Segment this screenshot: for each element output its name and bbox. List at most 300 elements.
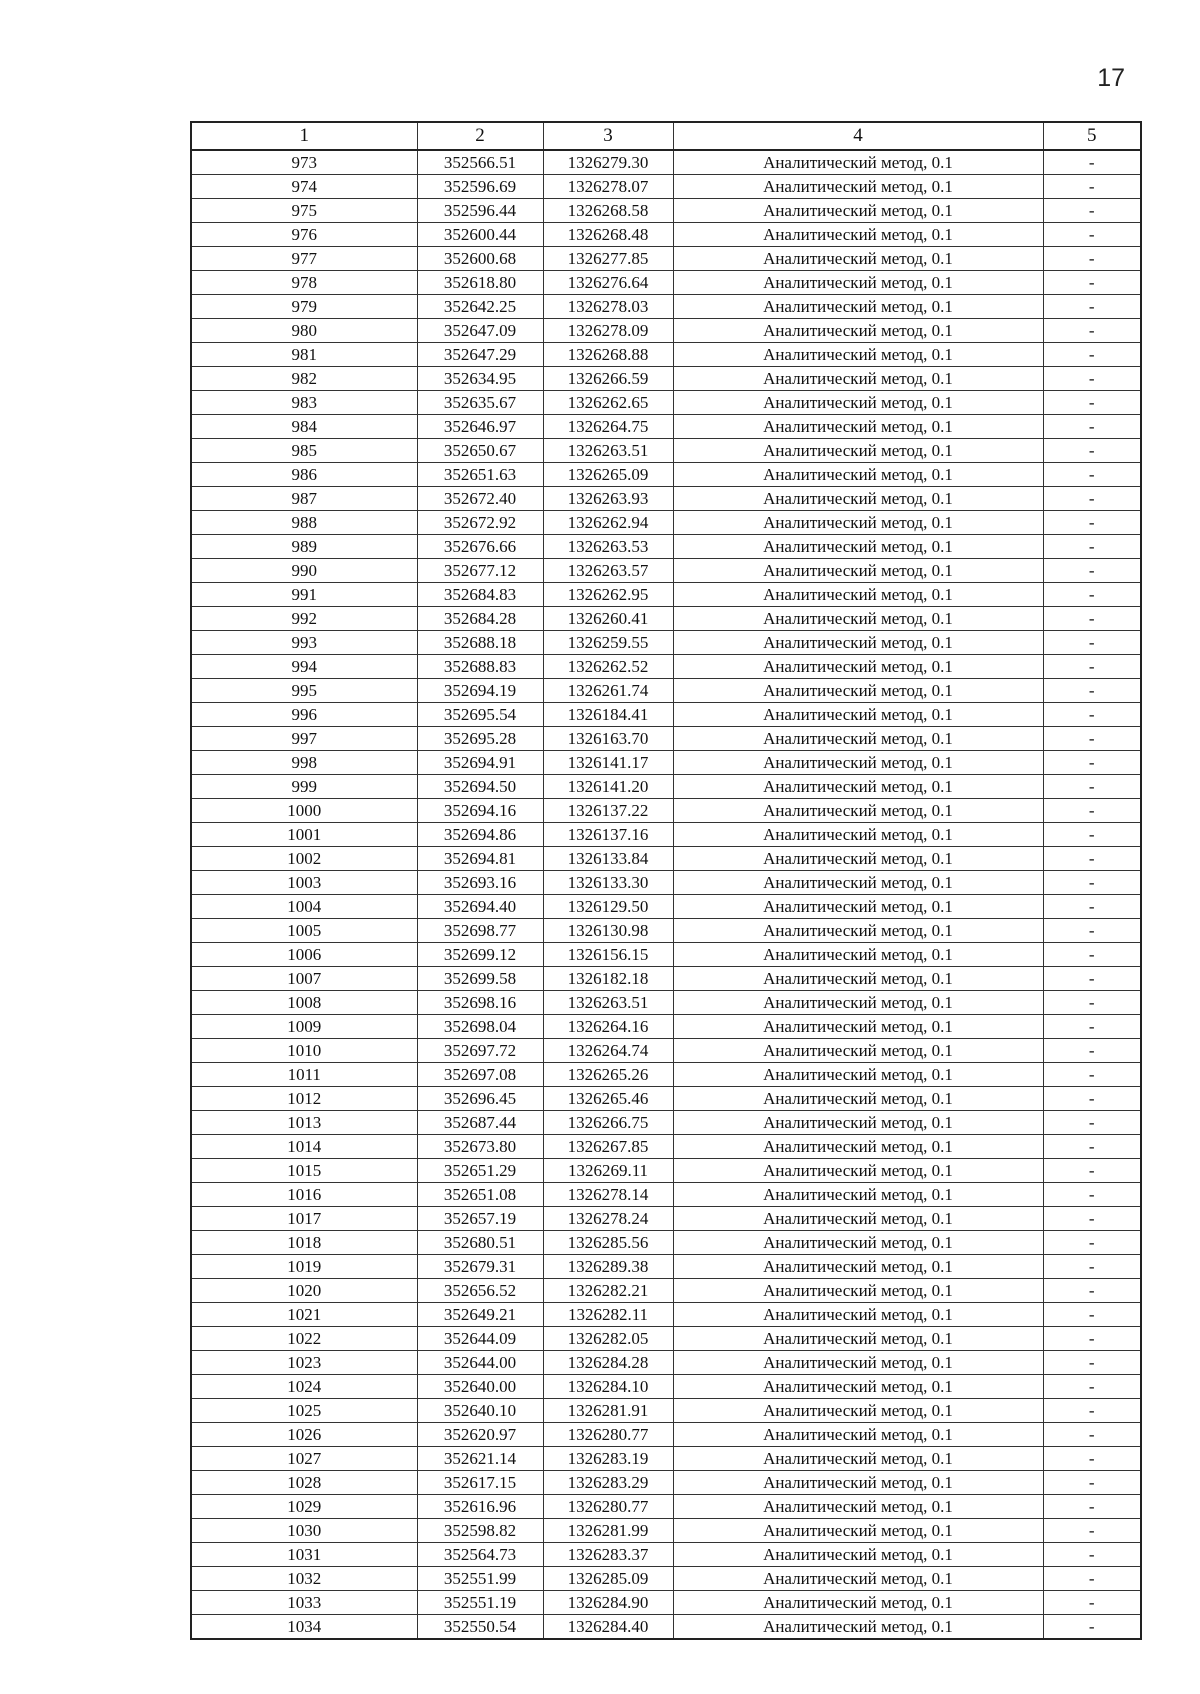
note-cell: - — [1043, 1279, 1141, 1303]
table-row — [191, 727, 1141, 751]
method-cell: Аналитический метод, 0.1 — [673, 295, 1043, 319]
table-row — [191, 1135, 1141, 1159]
x-coordinate-cell: 352640.10 — [417, 1399, 543, 1423]
method-cell: Аналитический метод, 0.1 — [673, 1087, 1043, 1111]
table-row — [191, 1375, 1141, 1399]
method-cell: Аналитический метод, 0.1 — [673, 150, 1043, 175]
note-cell: - — [1043, 1423, 1141, 1447]
note-cell: - — [1043, 1183, 1141, 1207]
point-number-cell: 1002 — [191, 847, 417, 871]
x-coordinate-cell: 352672.40 — [417, 487, 543, 511]
method-cell: Аналитический метод, 0.1 — [673, 943, 1043, 967]
note-cell: - — [1043, 967, 1141, 991]
point-number-cell: 1015 — [191, 1159, 417, 1183]
x-coordinate-cell: 352688.83 — [417, 655, 543, 679]
note-cell: - — [1043, 559, 1141, 583]
note-cell: - — [1043, 727, 1141, 751]
method-cell: Аналитический метод, 0.1 — [673, 1519, 1043, 1543]
x-coordinate-cell: 352649.21 — [417, 1303, 543, 1327]
method-cell: Аналитический метод, 0.1 — [673, 1447, 1043, 1471]
method-cell: Аналитический метод, 0.1 — [673, 895, 1043, 919]
method-cell: Аналитический метод, 0.1 — [673, 1231, 1043, 1255]
method-cell: Аналитический метод, 0.1 — [673, 463, 1043, 487]
note-cell: - — [1043, 991, 1141, 1015]
table-row — [191, 1207, 1141, 1231]
table-row — [191, 487, 1141, 511]
note-cell: - — [1043, 1567, 1141, 1591]
table-row — [191, 991, 1141, 1015]
method-cell: Аналитический метод, 0.1 — [673, 1111, 1043, 1135]
y-coordinate-cell: 1326266.75 — [543, 1111, 673, 1135]
y-coordinate-cell: 1326141.20 — [543, 775, 673, 799]
x-coordinate-cell: 352680.51 — [417, 1231, 543, 1255]
method-cell: Аналитический метод, 0.1 — [673, 199, 1043, 223]
point-number-cell: 973 — [191, 150, 417, 175]
table-row — [191, 583, 1141, 607]
note-cell: - — [1043, 247, 1141, 271]
note-cell: - — [1043, 895, 1141, 919]
note-cell: - — [1043, 199, 1141, 223]
table-row — [191, 1447, 1141, 1471]
y-coordinate-cell: 1326281.91 — [543, 1399, 673, 1423]
y-coordinate-cell: 1326137.16 — [543, 823, 673, 847]
note-cell: - — [1043, 1471, 1141, 1495]
header-cell-2: 2 — [417, 122, 543, 150]
y-coordinate-cell: 1326133.30 — [543, 871, 673, 895]
y-coordinate-cell: 1326141.17 — [543, 751, 673, 775]
method-cell: Аналитический метод, 0.1 — [673, 415, 1043, 439]
point-number-cell: 974 — [191, 175, 417, 199]
method-cell: Аналитический метод, 0.1 — [673, 799, 1043, 823]
point-number-cell: 1033 — [191, 1591, 417, 1615]
header-cell-3: 3 — [543, 122, 673, 150]
header-row — [191, 122, 1141, 150]
table-row — [191, 847, 1141, 871]
table-row — [191, 1015, 1141, 1039]
y-coordinate-cell: 1326267.85 — [543, 1135, 673, 1159]
x-coordinate-cell: 352596.44 — [417, 199, 543, 223]
y-coordinate-cell: 1326265.26 — [543, 1063, 673, 1087]
x-coordinate-cell: 352679.31 — [417, 1255, 543, 1279]
note-cell: - — [1043, 271, 1141, 295]
point-number-cell: 984 — [191, 415, 417, 439]
x-coordinate-cell: 352677.12 — [417, 559, 543, 583]
note-cell: - — [1043, 583, 1141, 607]
note-cell: - — [1043, 150, 1141, 175]
x-coordinate-cell: 352600.68 — [417, 247, 543, 271]
table-row — [191, 199, 1141, 223]
method-cell: Аналитический метод, 0.1 — [673, 775, 1043, 799]
table-row — [191, 1183, 1141, 1207]
y-coordinate-cell: 1326283.29 — [543, 1471, 673, 1495]
y-coordinate-cell: 1326283.37 — [543, 1543, 673, 1567]
method-cell: Аналитический метод, 0.1 — [673, 679, 1043, 703]
y-coordinate-cell: 1326280.77 — [543, 1495, 673, 1519]
table-row — [191, 439, 1141, 463]
method-cell: Аналитический метод, 0.1 — [673, 1471, 1043, 1495]
method-cell: Аналитический метод, 0.1 — [673, 1303, 1043, 1327]
note-cell: - — [1043, 871, 1141, 895]
table-row — [191, 775, 1141, 799]
point-number-cell: 1034 — [191, 1615, 417, 1640]
point-number-cell: 1011 — [191, 1063, 417, 1087]
note-cell: - — [1043, 415, 1141, 439]
note-cell: - — [1043, 1111, 1141, 1135]
note-cell: - — [1043, 319, 1141, 343]
table-row — [191, 1231, 1141, 1255]
table-row — [191, 751, 1141, 775]
method-cell: Аналитический метод, 0.1 — [673, 535, 1043, 559]
table-row — [191, 1471, 1141, 1495]
method-cell: Аналитический метод, 0.1 — [673, 1399, 1043, 1423]
method-cell: Аналитический метод, 0.1 — [673, 559, 1043, 583]
table-row — [191, 511, 1141, 535]
table-row — [191, 343, 1141, 367]
point-number-cell: 1021 — [191, 1303, 417, 1327]
point-number-cell: 1004 — [191, 895, 417, 919]
header-cell-1: 1 — [191, 122, 417, 150]
note-cell: - — [1043, 391, 1141, 415]
x-coordinate-cell: 352696.45 — [417, 1087, 543, 1111]
header-cell-5: 5 — [1043, 122, 1141, 150]
point-number-cell: 1000 — [191, 799, 417, 823]
method-cell: Аналитический метод, 0.1 — [673, 511, 1043, 535]
method-cell: Аналитический метод, 0.1 — [673, 1495, 1043, 1519]
point-number-cell: 990 — [191, 559, 417, 583]
x-coordinate-cell: 352693.16 — [417, 871, 543, 895]
x-coordinate-cell: 352697.08 — [417, 1063, 543, 1087]
method-cell: Аналитический метод, 0.1 — [673, 1591, 1043, 1615]
note-cell: - — [1043, 1255, 1141, 1279]
x-coordinate-cell: 352688.18 — [417, 631, 543, 655]
note-cell: - — [1043, 703, 1141, 727]
y-coordinate-cell: 1326284.40 — [543, 1615, 673, 1640]
table-row — [191, 1423, 1141, 1447]
y-coordinate-cell: 1326282.05 — [543, 1327, 673, 1351]
x-coordinate-cell: 352644.00 — [417, 1351, 543, 1375]
table-row — [191, 679, 1141, 703]
y-coordinate-cell: 1326284.90 — [543, 1591, 673, 1615]
method-cell: Аналитический метод, 0.1 — [673, 991, 1043, 1015]
y-coordinate-cell: 1326263.51 — [543, 439, 673, 463]
y-coordinate-cell: 1326133.84 — [543, 847, 673, 871]
note-cell: - — [1043, 823, 1141, 847]
table-row — [191, 1615, 1141, 1640]
x-coordinate-cell: 352684.28 — [417, 607, 543, 631]
point-number-cell: 977 — [191, 247, 417, 271]
point-number-cell: 988 — [191, 511, 417, 535]
note-cell: - — [1043, 847, 1141, 871]
x-coordinate-cell: 352694.91 — [417, 751, 543, 775]
table-row — [191, 1543, 1141, 1567]
point-number-cell: 998 — [191, 751, 417, 775]
table-row — [191, 367, 1141, 391]
method-cell: Аналитический метод, 0.1 — [673, 487, 1043, 511]
method-cell: Аналитический метод, 0.1 — [673, 727, 1043, 751]
note-cell: - — [1043, 439, 1141, 463]
x-coordinate-cell: 352651.29 — [417, 1159, 543, 1183]
x-coordinate-cell: 352694.86 — [417, 823, 543, 847]
table-row — [191, 1279, 1141, 1303]
table-row — [191, 895, 1141, 919]
point-number-cell: 993 — [191, 631, 417, 655]
note-cell: - — [1043, 1087, 1141, 1111]
point-number-cell: 1007 — [191, 967, 417, 991]
point-number-cell: 1020 — [191, 1279, 417, 1303]
y-coordinate-cell: 1326279.30 — [543, 150, 673, 175]
x-coordinate-cell: 352697.72 — [417, 1039, 543, 1063]
y-coordinate-cell: 1326264.75 — [543, 415, 673, 439]
table-row — [191, 319, 1141, 343]
point-number-cell: 975 — [191, 199, 417, 223]
x-coordinate-cell: 352550.54 — [417, 1615, 543, 1640]
x-coordinate-cell: 352621.14 — [417, 1447, 543, 1471]
method-cell: Аналитический метод, 0.1 — [673, 1279, 1043, 1303]
point-number-cell: 994 — [191, 655, 417, 679]
method-cell: Аналитический метод, 0.1 — [673, 1063, 1043, 1087]
method-cell: Аналитический метод, 0.1 — [673, 1375, 1043, 1399]
x-coordinate-cell: 352676.66 — [417, 535, 543, 559]
y-coordinate-cell: 1326278.14 — [543, 1183, 673, 1207]
x-coordinate-cell: 352635.67 — [417, 391, 543, 415]
x-coordinate-cell: 352673.80 — [417, 1135, 543, 1159]
note-cell: - — [1043, 919, 1141, 943]
x-coordinate-cell: 352598.82 — [417, 1519, 543, 1543]
method-cell: Аналитический метод, 0.1 — [673, 1351, 1043, 1375]
y-coordinate-cell: 1326269.11 — [543, 1159, 673, 1183]
point-number-cell: 991 — [191, 583, 417, 607]
y-coordinate-cell: 1326264.74 — [543, 1039, 673, 1063]
method-cell: Аналитический метод, 0.1 — [673, 1255, 1043, 1279]
point-number-cell: 981 — [191, 343, 417, 367]
note-cell: - — [1043, 1519, 1141, 1543]
point-number-cell: 1018 — [191, 1231, 417, 1255]
y-coordinate-cell: 1326278.09 — [543, 319, 673, 343]
method-cell: Аналитический метод, 0.1 — [673, 583, 1043, 607]
note-cell: - — [1043, 175, 1141, 199]
table-row — [191, 1495, 1141, 1519]
method-cell: Аналитический метод, 0.1 — [673, 1135, 1043, 1159]
table-row — [191, 1519, 1141, 1543]
x-coordinate-cell: 352650.67 — [417, 439, 543, 463]
note-cell: - — [1043, 1207, 1141, 1231]
note-cell: - — [1043, 1303, 1141, 1327]
point-number-cell: 986 — [191, 463, 417, 487]
x-coordinate-cell: 352695.28 — [417, 727, 543, 751]
point-number-cell: 978 — [191, 271, 417, 295]
x-coordinate-cell: 352640.00 — [417, 1375, 543, 1399]
y-coordinate-cell: 1326262.95 — [543, 583, 673, 607]
table-row — [191, 1399, 1141, 1423]
x-coordinate-cell: 352596.69 — [417, 175, 543, 199]
header-cell-4: 4 — [673, 122, 1043, 150]
y-coordinate-cell: 1326263.53 — [543, 535, 673, 559]
y-coordinate-cell: 1326282.11 — [543, 1303, 673, 1327]
table-row — [191, 1087, 1141, 1111]
x-coordinate-cell: 352642.25 — [417, 295, 543, 319]
x-coordinate-cell: 352694.16 — [417, 799, 543, 823]
point-number-cell: 982 — [191, 367, 417, 391]
table-row — [191, 1327, 1141, 1351]
table-row — [191, 631, 1141, 655]
method-cell: Аналитический метод, 0.1 — [673, 1207, 1043, 1231]
note-cell: - — [1043, 655, 1141, 679]
x-coordinate-cell: 352646.97 — [417, 415, 543, 439]
point-number-cell: 1013 — [191, 1111, 417, 1135]
y-coordinate-cell: 1326265.09 — [543, 463, 673, 487]
y-coordinate-cell: 1326259.55 — [543, 631, 673, 655]
point-number-cell: 1003 — [191, 871, 417, 895]
x-coordinate-cell: 352694.40 — [417, 895, 543, 919]
y-coordinate-cell: 1326129.50 — [543, 895, 673, 919]
y-coordinate-cell: 1326268.88 — [543, 343, 673, 367]
method-cell: Аналитический метод, 0.1 — [673, 247, 1043, 271]
point-number-cell: 999 — [191, 775, 417, 799]
method-cell: Аналитический метод, 0.1 — [673, 871, 1043, 895]
y-coordinate-cell: 1326263.93 — [543, 487, 673, 511]
note-cell: - — [1043, 943, 1141, 967]
point-number-cell: 1026 — [191, 1423, 417, 1447]
method-cell: Аналитический метод, 0.1 — [673, 1327, 1043, 1351]
method-cell: Аналитический метод, 0.1 — [673, 1423, 1043, 1447]
method-cell: Аналитический метод, 0.1 — [673, 1015, 1043, 1039]
method-cell: Аналитический метод, 0.1 — [673, 919, 1043, 943]
note-cell: - — [1043, 1543, 1141, 1567]
table-row — [191, 871, 1141, 895]
point-number-cell: 1027 — [191, 1447, 417, 1471]
method-cell: Аналитический метод, 0.1 — [673, 223, 1043, 247]
x-coordinate-cell: 352551.99 — [417, 1567, 543, 1591]
y-coordinate-cell: 1326262.52 — [543, 655, 673, 679]
table-row — [191, 271, 1141, 295]
table-row — [191, 415, 1141, 439]
method-cell: Аналитический метод, 0.1 — [673, 1567, 1043, 1591]
point-number-cell: 996 — [191, 703, 417, 727]
x-coordinate-cell: 352566.51 — [417, 150, 543, 175]
x-coordinate-cell: 352551.19 — [417, 1591, 543, 1615]
page-number: 17 — [1097, 64, 1125, 92]
y-coordinate-cell: 1326284.10 — [543, 1375, 673, 1399]
x-coordinate-cell: 352687.44 — [417, 1111, 543, 1135]
point-number-cell: 1012 — [191, 1087, 417, 1111]
y-coordinate-cell: 1326156.15 — [543, 943, 673, 967]
note-cell: - — [1043, 1399, 1141, 1423]
point-number-cell: 985 — [191, 439, 417, 463]
y-coordinate-cell: 1326163.70 — [543, 727, 673, 751]
y-coordinate-cell: 1326266.59 — [543, 367, 673, 391]
note-cell: - — [1043, 343, 1141, 367]
y-coordinate-cell: 1326264.16 — [543, 1015, 673, 1039]
y-coordinate-cell: 1326283.19 — [543, 1447, 673, 1471]
point-number-cell: 1029 — [191, 1495, 417, 1519]
x-coordinate-cell: 352647.29 — [417, 343, 543, 367]
table-row — [191, 1159, 1141, 1183]
method-cell: Аналитический метод, 0.1 — [673, 1543, 1043, 1567]
table-row — [191, 559, 1141, 583]
y-coordinate-cell: 1326285.56 — [543, 1231, 673, 1255]
table-row — [191, 1351, 1141, 1375]
y-coordinate-cell: 1326262.65 — [543, 391, 673, 415]
table-row — [191, 1063, 1141, 1087]
method-cell: Аналитический метод, 0.1 — [673, 343, 1043, 367]
point-number-cell: 1031 — [191, 1543, 417, 1567]
note-cell: - — [1043, 1063, 1141, 1087]
x-coordinate-cell: 352616.96 — [417, 1495, 543, 1519]
x-coordinate-cell: 352600.44 — [417, 223, 543, 247]
table-body — [191, 150, 1141, 1639]
x-coordinate-cell: 352699.58 — [417, 967, 543, 991]
table-row — [191, 1567, 1141, 1591]
x-coordinate-cell: 352657.19 — [417, 1207, 543, 1231]
method-cell: Аналитический метод, 0.1 — [673, 823, 1043, 847]
x-coordinate-cell: 352699.12 — [417, 943, 543, 967]
y-coordinate-cell: 1326278.07 — [543, 175, 673, 199]
x-coordinate-cell: 352694.19 — [417, 679, 543, 703]
point-number-cell: 1023 — [191, 1351, 417, 1375]
note-cell: - — [1043, 799, 1141, 823]
note-cell: - — [1043, 1375, 1141, 1399]
method-cell: Аналитический метод, 0.1 — [673, 607, 1043, 631]
point-number-cell: 1032 — [191, 1567, 417, 1591]
table-row — [191, 1591, 1141, 1615]
table-row — [191, 1255, 1141, 1279]
x-coordinate-cell: 352644.09 — [417, 1327, 543, 1351]
point-number-cell: 983 — [191, 391, 417, 415]
point-number-cell: 1025 — [191, 1399, 417, 1423]
table-row — [191, 919, 1141, 943]
point-number-cell: 1016 — [191, 1183, 417, 1207]
table-row — [191, 1111, 1141, 1135]
note-cell: - — [1043, 631, 1141, 655]
note-cell: - — [1043, 1447, 1141, 1471]
y-coordinate-cell: 1326278.03 — [543, 295, 673, 319]
method-cell: Аналитический метод, 0.1 — [673, 1183, 1043, 1207]
y-coordinate-cell: 1326260.41 — [543, 607, 673, 631]
x-coordinate-cell: 352684.83 — [417, 583, 543, 607]
note-cell: - — [1043, 1039, 1141, 1063]
method-cell: Аналитический метод, 0.1 — [673, 751, 1043, 775]
note-cell: - — [1043, 1135, 1141, 1159]
coordinates-table — [190, 121, 1142, 1640]
note-cell: - — [1043, 1015, 1141, 1039]
y-coordinate-cell: 1326268.48 — [543, 223, 673, 247]
point-number-cell: 1028 — [191, 1471, 417, 1495]
method-cell: Аналитический метод, 0.1 — [673, 1615, 1043, 1640]
y-coordinate-cell: 1326278.24 — [543, 1207, 673, 1231]
point-number-cell: 995 — [191, 679, 417, 703]
note-cell: - — [1043, 223, 1141, 247]
point-number-cell: 1019 — [191, 1255, 417, 1279]
method-cell: Аналитический метод, 0.1 — [673, 391, 1043, 415]
note-cell: - — [1043, 535, 1141, 559]
y-coordinate-cell: 1326262.94 — [543, 511, 673, 535]
note-cell: - — [1043, 295, 1141, 319]
point-number-cell: 989 — [191, 535, 417, 559]
x-coordinate-cell: 352694.50 — [417, 775, 543, 799]
table-row — [191, 967, 1141, 991]
note-cell: - — [1043, 487, 1141, 511]
point-number-cell: 1010 — [191, 1039, 417, 1063]
y-coordinate-cell: 1326261.74 — [543, 679, 673, 703]
point-number-cell: 1014 — [191, 1135, 417, 1159]
x-coordinate-cell: 352672.92 — [417, 511, 543, 535]
note-cell: - — [1043, 1495, 1141, 1519]
note-cell: - — [1043, 607, 1141, 631]
y-coordinate-cell: 1326268.58 — [543, 199, 673, 223]
y-coordinate-cell: 1326276.64 — [543, 271, 673, 295]
table-row — [191, 607, 1141, 631]
point-number-cell: 1006 — [191, 943, 417, 967]
